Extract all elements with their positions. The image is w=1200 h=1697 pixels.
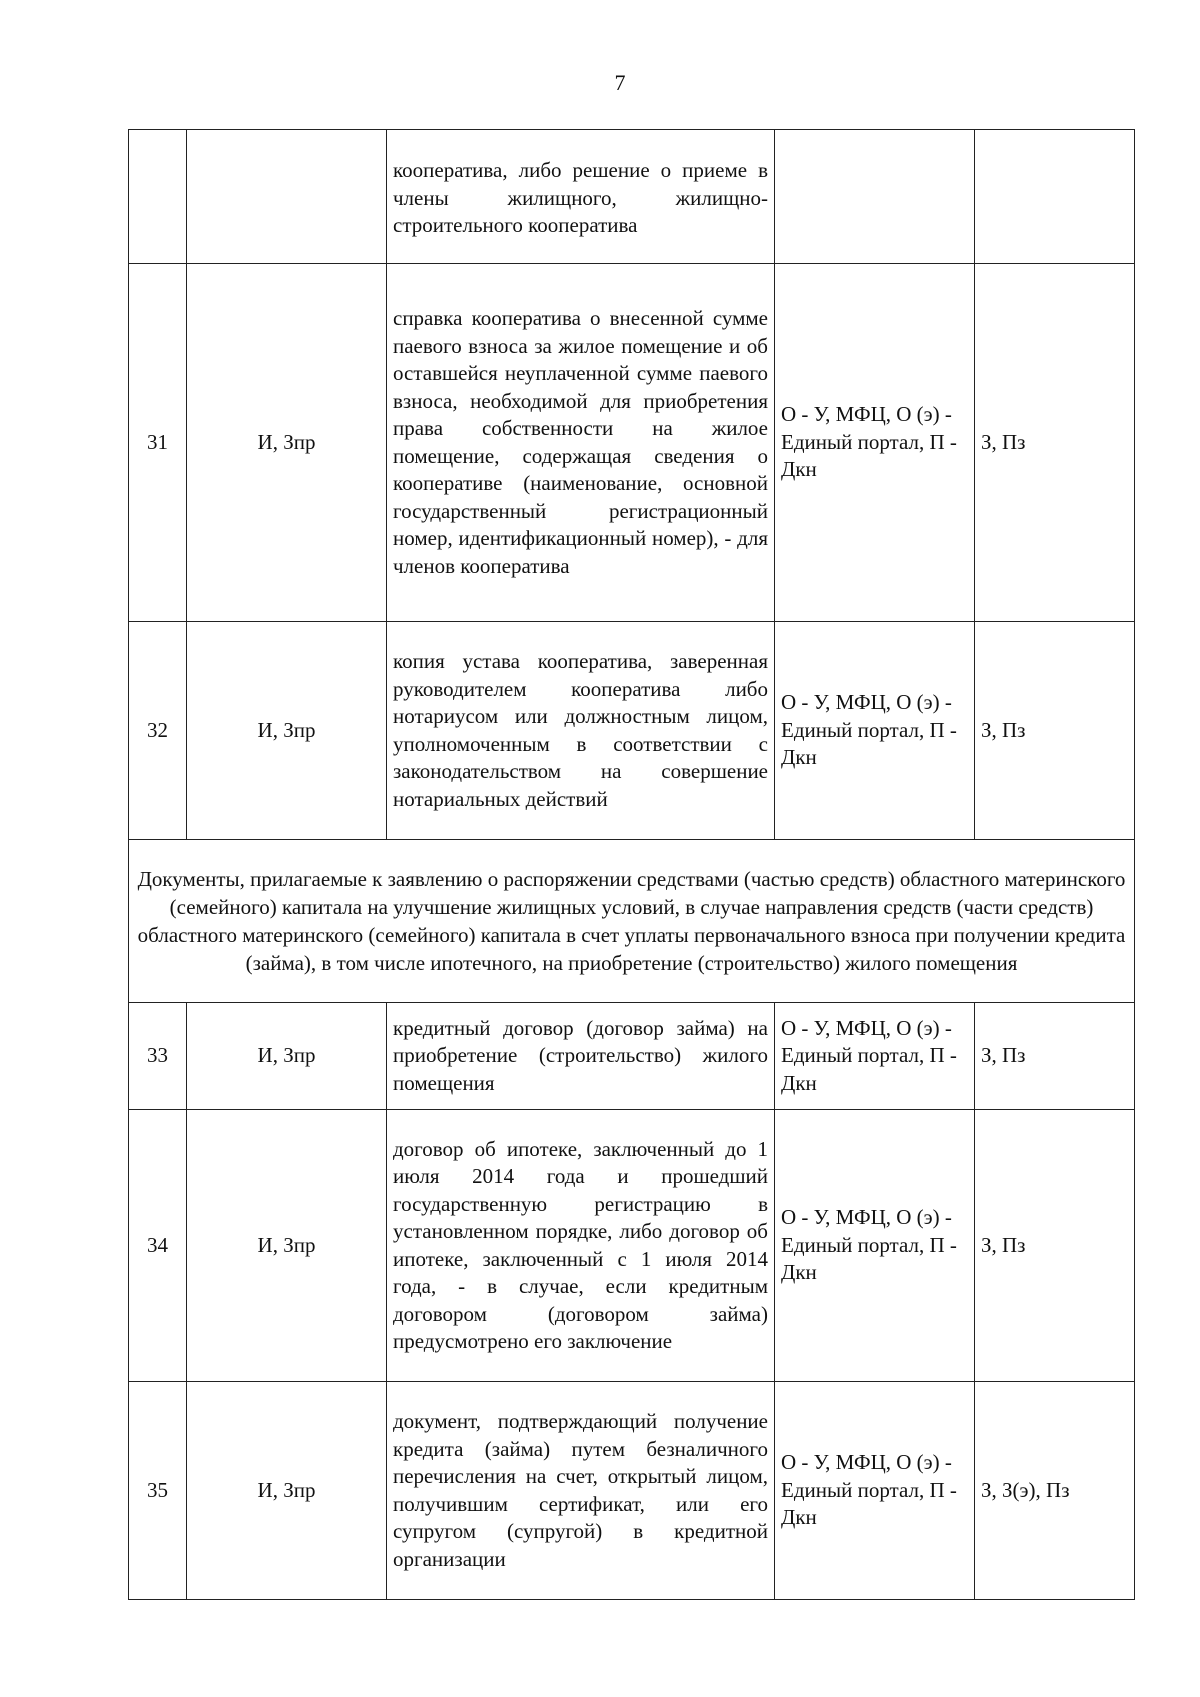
row-number: 35: [129, 1382, 187, 1600]
documents-table: [128, 129, 1135, 1600]
table-row: [129, 130, 1135, 264]
document-description: справка кооператива о внесенной сумме паевого взноса за жилое помещение и об оставшейся неуплаченной сумме паевого взноса, необходимой для приобретения права собственности на жилое помещение, содержащая сведения о кооперативе (наименование, основной государственный регистрационный номер, идентификационный номер), - для членов кооператива: [387, 264, 775, 622]
row-number: 31: [129, 264, 187, 622]
row-number: 33: [129, 1003, 187, 1110]
document-note: З, Пз: [975, 1003, 1135, 1110]
section-header: Документы, прилагаемые к заявлению о распоряжении средствами (частью средств) областного материнского (семейного) капитала на улучшение жилищных условий, в случае направления средств (части средств) областного материнского (семейного) капитала в счет уплаты первоначального взноса при получении кредита (займа), в том числе ипотечного, на приобретение (строительство) жилого помещения: [129, 840, 1135, 1003]
document-note: З, Пз: [975, 264, 1135, 622]
document-source: О - У, МФЦ, О (э) - Единый портал, П - Дкн: [775, 622, 975, 840]
row-number: 32: [129, 622, 187, 840]
section-header-row: [129, 840, 1135, 1003]
document-source: О - У, МФЦ, О (э) - Единый портал, П - Дкн: [775, 264, 975, 622]
document-kind: И, Зпр: [187, 1110, 387, 1382]
document-description: договор об ипотеке, заключенный до 1 июля 2014 года и прошедший государственную регистрацию в установленном порядке, либо договор об ипотеке, заключенный с 1 июля 2014 года, - в случае, если кредитным договором (договором займа) предусмотрено его заключение: [387, 1110, 775, 1382]
table-row: [129, 264, 1135, 622]
document-kind: И, Зпр: [187, 1003, 387, 1110]
table-row: [129, 1003, 1135, 1110]
document-source: О - У, МФЦ, О (э) - Единый портал, П - Дкн: [775, 1382, 975, 1600]
document-kind: И, Зпр: [187, 622, 387, 840]
document-kind: И, Зпр: [187, 1382, 387, 1600]
document-kind: И, Зпр: [187, 264, 387, 622]
document-description: кооператива, либо решение о приеме в члены жилищного, жилищно-строительного кооператива: [387, 130, 775, 264]
document-source: [775, 130, 975, 264]
document-description: кредитный договор (договор займа) на приобретение (строительство) жилого помещения: [387, 1003, 775, 1110]
document-description: копия устава кооператива, заверенная руководителем кооператива либо нотариусом или должностным лицом, уполномоченным в соответствии с законодательством на совершение нотариальных действий: [387, 622, 775, 840]
row-number: [129, 130, 187, 264]
document-note: З, З(э), Пз: [975, 1382, 1135, 1600]
document-source: О - У, МФЦ, О (э) - Единый портал, П - Дкн: [775, 1110, 975, 1382]
document-note: [975, 130, 1135, 264]
table-row: [129, 1110, 1135, 1382]
document-note: З, Пз: [975, 1110, 1135, 1382]
row-number: 34: [129, 1110, 187, 1382]
document-kind: [187, 130, 387, 264]
table-row: [129, 1382, 1135, 1600]
document-description: документ, подтверждающий получение кредита (займа) путем безналичного перечисления на счет, открытый лицом, получившим сертификат, или его супругом (супругой) в кредитной организации: [387, 1382, 775, 1600]
page-number: 7: [614, 70, 626, 95]
document-source: О - У, МФЦ, О (э) - Единый портал, П - Дкн: [775, 1003, 975, 1110]
document-note: З, Пз: [975, 622, 1135, 840]
table-row: [129, 622, 1135, 840]
